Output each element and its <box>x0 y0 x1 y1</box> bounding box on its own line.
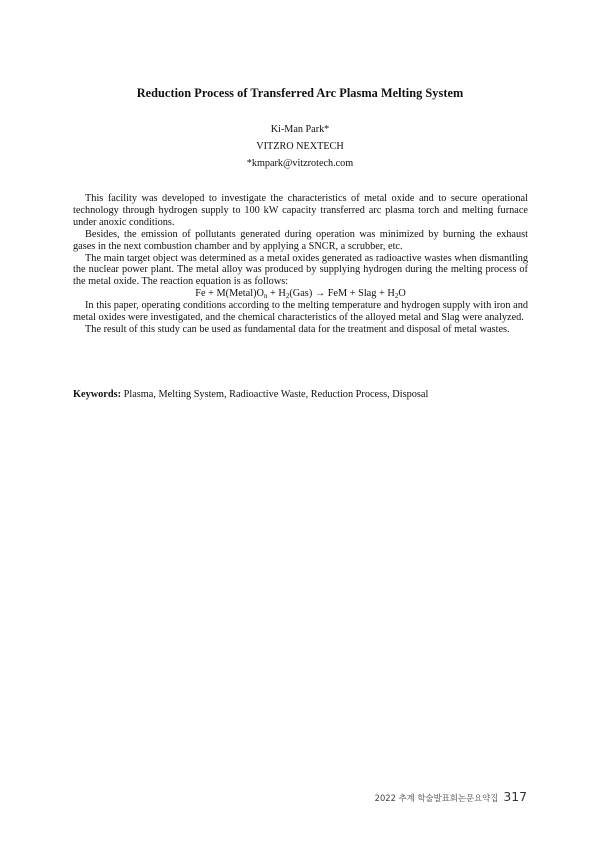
abstract <box>73 193 528 336</box>
page-footer <box>375 789 527 804</box>
abstract-paragraph-1: This facility was developed to investigate the characteristics of metal oxide and to secure operational technology through hydrogen supply to 100 kW capacity transferred arc plasma torch and melting furnace under anoxic conditions. <box>73 193 528 228</box>
author-name: Ki-Man Park* <box>270 124 330 135</box>
reaction-equation <box>73 288 528 300</box>
equation-part-3: (Gas) → FeM + Slag + H <box>289 288 395 300</box>
keywords-label: Keywords: <box>73 389 122 400</box>
abstract-paragraph-4: In this paper, operating conditions according to the melting temperature and hydrogen supply with iron and metal oxides were investigated, and the chemical characteristics of the alloyed metal and Slag were analyzed. <box>73 300 528 324</box>
equation-part-2: + H <box>267 288 286 300</box>
abstract-paragraph-3: The main target object was determined as a metal oxides generated as radioactive wastes when dismantling the nuclear power plant. The metal alloy was produced by supplying hydrogen during the melting process of the metal oxide. The reaction equation is as follows: <box>73 252 528 288</box>
keywords-text: Plasma, Melting System, Radioactive Waste, Reduction Process, Disposal <box>121 389 429 400</box>
abstract-paragraph-5: The result of this study can be used as fundamental data for the treatment and disposal of metal wastes. <box>85 323 510 335</box>
page-number: 317 <box>503 789 527 804</box>
equation-part-1: Fe + M(Metal)O <box>195 288 264 300</box>
paper-title: Reduction Process of Transferred Arc Plasma Melting System <box>136 86 464 100</box>
equation-subscript-2: 2 <box>285 292 290 301</box>
keywords <box>73 389 528 401</box>
author-affiliation: VITZRO NEXTECH <box>256 141 344 152</box>
equation-subscript-1: n <box>263 292 268 301</box>
abstract-paragraph-2: Besides, the emission of pollutants generated during operation was minimized by burning the exhaust gases in the next combustion chamber and by applying a SNCR, a scrubber, etc. <box>73 228 528 252</box>
footer-proceedings-title: 2022 추계 학술발표회논문요약집 <box>374 793 499 803</box>
author-email: *kmpark@vitzrotech.com <box>246 158 354 169</box>
equation-part-4: O <box>398 288 406 300</box>
equation-subscript-3: 2 <box>394 292 399 301</box>
